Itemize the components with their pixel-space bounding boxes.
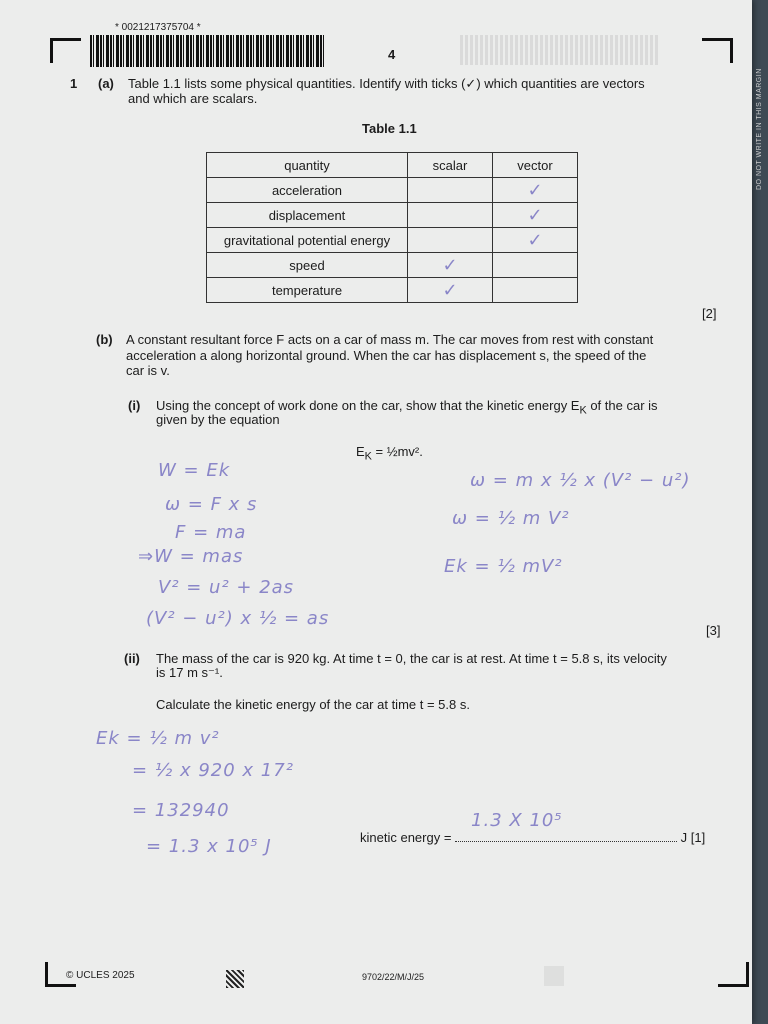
corner-mark-top-left <box>50 38 81 63</box>
hw-line: Ek = ½ mV² <box>444 556 563 577</box>
hw-line: F = ma <box>175 522 247 543</box>
hw-line: = 1.3 x 10⁵ J <box>146 836 272 857</box>
scalar-tick <box>408 228 493 253</box>
part-bii-line1: The mass of the car is 920 kg. At time t = 0, the car is at rest. At time t = 5.8 s, its velocity <box>156 651 667 666</box>
part-a-label: (a) <box>98 76 114 91</box>
hw-line: ω = ½ m V² <box>452 508 570 529</box>
hw-line: (V² − u²) x ½ = as <box>146 608 330 629</box>
col-header-quantity: quantity <box>207 153 408 178</box>
ek-subscript: K <box>579 404 587 417</box>
question-number: 1 <box>70 76 78 91</box>
part-bii-marks: [1] <box>690 830 706 845</box>
hw-line: ω = m x ½ x (V² − u²) <box>470 470 691 491</box>
answer-label: kinetic energy = <box>360 830 452 845</box>
quantity-cell: displacement <box>207 203 408 228</box>
margin-warning: DO NOT WRITE IN THIS MARGIN <box>756 68 763 190</box>
part-bii-line3: Calculate the kinetic energy of the car at time t = 5.8 s. <box>156 697 470 712</box>
hw-line: ω = F x s <box>165 494 258 515</box>
vector-tick: ✓ <box>493 178 578 203</box>
quantity-cell: temperature <box>207 278 408 303</box>
answer-unit: J <box>680 830 688 845</box>
part-bi-line1-text: Using the concept of work done on the car, show that the kinetic energy E <box>156 398 580 413</box>
table-row <box>207 228 578 253</box>
footer-copyright: © UCLES 2025 <box>66 970 135 981</box>
vector-tick <box>493 278 578 303</box>
col-header-vector: vector <box>493 153 578 178</box>
hw-line: = 132940 <box>132 800 230 821</box>
qr-code <box>226 970 244 988</box>
part-bii-line2: is 17 m s⁻¹. <box>156 665 223 680</box>
part-b-line1: A constant resultant force F acts on a car of mass m. The car moves from rest with constant <box>126 332 654 347</box>
vector-tick: ✓ <box>493 203 578 228</box>
answer-line <box>360 810 706 846</box>
hw-line: W = Ek <box>158 460 231 481</box>
corner-mark-bottom-right <box>718 962 749 987</box>
vector-tick: ✓ <box>493 228 578 253</box>
table-row <box>207 278 578 303</box>
table-row <box>207 253 578 278</box>
col-header-scalar: scalar <box>408 153 493 178</box>
hw-line: Ek = ½ m v² <box>96 728 220 749</box>
corner-mark-top-right <box>702 38 733 63</box>
bleed-box <box>544 966 564 986</box>
answer-value-text: 1.3 X 10⁵ <box>471 810 563 831</box>
table-row <box>207 203 578 228</box>
scalar-tick: ✓ <box>408 253 493 278</box>
equation-lhs: E <box>356 444 365 459</box>
part-bi-line2: given by the equation <box>156 412 280 427</box>
kinetic-energy-equation <box>356 444 423 465</box>
barcode <box>90 35 325 67</box>
footer-paper-code: 9702/22/M/J/25 <box>362 972 425 982</box>
candidate-code: * 0021217375704 * <box>115 22 201 33</box>
part-bii-label: (ii) <box>124 651 140 666</box>
part-a-marks: [2] <box>702 306 717 321</box>
part-b-line3: car is v. <box>126 363 170 378</box>
part-b-label: (b) <box>96 332 113 347</box>
part-bi-marks: [3] <box>706 623 721 638</box>
scalar-tick: ✓ <box>408 278 493 303</box>
part-bi-line1-end: of the car is <box>586 398 658 413</box>
scalar-tick <box>408 203 493 228</box>
vector-tick <box>493 253 578 278</box>
table-title: Table 1.1 <box>362 121 417 136</box>
quantity-cell: gravitational potential energy <box>207 228 408 253</box>
hw-line: V² = u² + 2as <box>158 577 295 598</box>
equation-rhs: = ½mv². <box>375 444 423 459</box>
bleed-through <box>460 35 660 65</box>
page-number: 4 <box>388 47 396 62</box>
equation-lhs-sub: K <box>364 450 372 463</box>
part-a-text-line1: Table 1.1 lists some physical quantities. Identify with ticks (✓) which quantities are vectors <box>128 76 645 91</box>
part-bi-label: (i) <box>128 398 141 413</box>
quantities-table <box>206 152 578 303</box>
quantity-cell: acceleration <box>207 178 408 203</box>
part-b-line2: acceleration a along horizontal ground. When the car has displacement s, the speed of the <box>126 348 647 363</box>
answer-dotted-field <box>455 810 677 842</box>
hw-line: ⇒W = mas <box>138 546 244 567</box>
table-row <box>207 178 578 203</box>
part-a-text-line2: and which are scalars. <box>128 91 258 106</box>
scalar-tick <box>408 178 493 203</box>
hw-line: = ½ x 920 x 17² <box>132 760 294 781</box>
quantity-cell: speed <box>207 253 408 278</box>
